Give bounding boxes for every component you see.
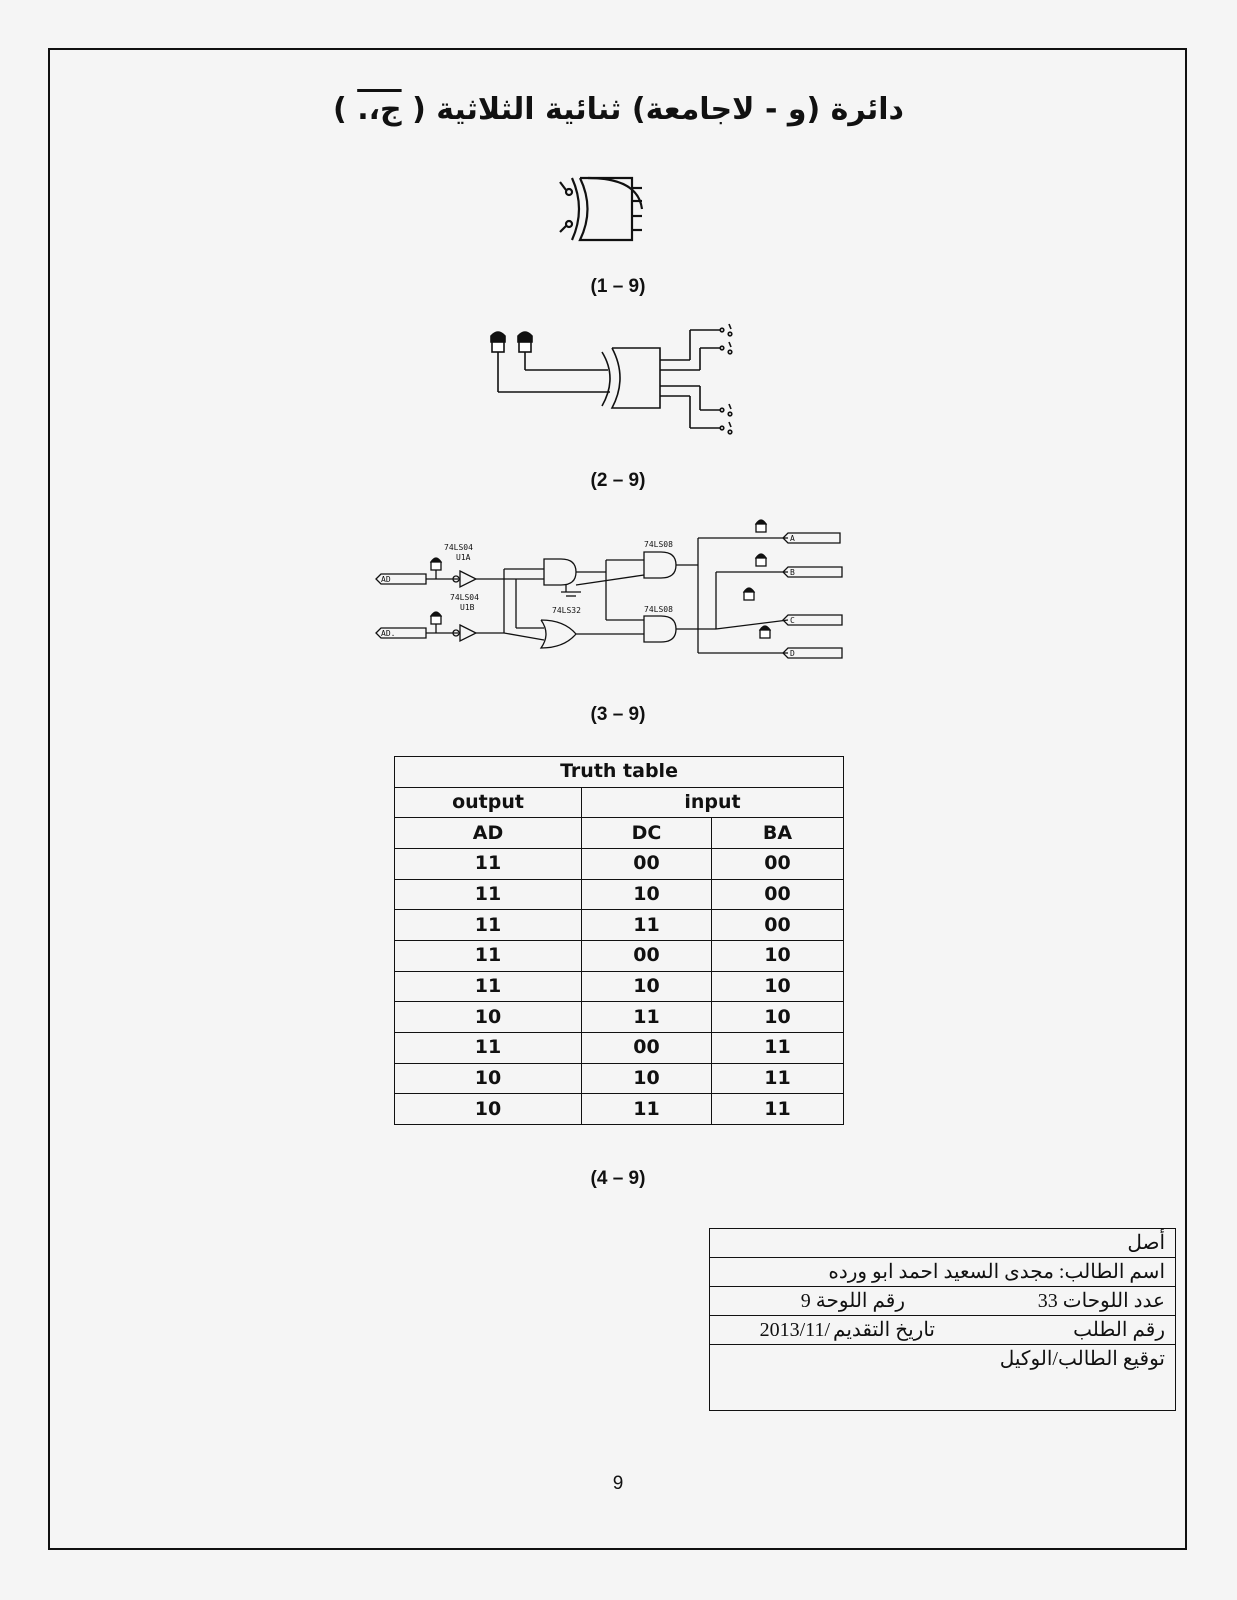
group-input-header: input [582, 787, 844, 818]
input-ad-label: AD [381, 575, 391, 584]
inv2-ref-label: U1B [460, 603, 475, 612]
input-ad-dot-label: AD. [381, 629, 396, 638]
student-name-row: اسم الطالب: مجدى السعيد احمد ابو ورده [710, 1258, 1175, 1287]
column-header: BA [712, 818, 844, 849]
group-output-header: output [395, 787, 582, 818]
table-row: 10 11 11 [395, 1094, 844, 1125]
figure-4-caption: (4 – 9) [590, 1168, 646, 1189]
figure-3-caption: (3 – 9) [590, 704, 646, 725]
truth-table-title: Truth table [395, 757, 844, 788]
inv1-ref-label: U1A [456, 553, 471, 562]
table-row: 11 11 00 [395, 910, 844, 941]
table-row: 11 00 11 [395, 1032, 844, 1063]
table-row: 11 10 10 [395, 971, 844, 1002]
table-row: 11 00 00 [395, 848, 844, 879]
figure-2-circuit [490, 330, 750, 440]
inv1-part-label: 74LS04 [444, 543, 473, 552]
page-title: دائرة (و - لاجامعة) ثنائية الثلاثية ( ج،. ) [333, 92, 904, 127]
table-row: 11 10 00 [395, 879, 844, 910]
and1-part-label: 74LS08 [644, 540, 673, 549]
title-symbol: ج،. [357, 92, 402, 127]
inv2-part-label: 74LS04 [450, 593, 479, 602]
and2-part-label: 74LS08 [644, 605, 673, 614]
table-row: 11 00 10 [395, 940, 844, 971]
output-c-label: C [790, 616, 795, 625]
output-a-label: A [790, 534, 795, 543]
figure-2-caption: (2 – 9) [590, 470, 646, 491]
request-row: رقم الطلب تاريخ التقديم 2013/11/ [710, 1316, 1175, 1345]
column-header: DC [582, 818, 712, 849]
column-header: AD [395, 818, 582, 849]
counts-row: عدد اللوحات 33 رقم اللوحة 9 [710, 1287, 1175, 1316]
figure-3-schematic [376, 520, 866, 680]
figure-1-caption: (1 – 9) [590, 276, 646, 297]
origin-row: أصل [710, 1229, 1175, 1258]
table-row: 10 10 11 [395, 1063, 844, 1094]
output-d-label: D [790, 649, 795, 658]
table-row: 10 11 10 [395, 1002, 844, 1033]
output-b-label: B [790, 568, 795, 577]
page-number: 9 [612, 1473, 624, 1494]
signature-row: توقيع الطالب/الوكيل [999, 1348, 1165, 1370]
title-block [709, 1228, 1176, 1411]
or-part-label: 74LS32 [552, 606, 581, 615]
figure-1-gate [560, 170, 680, 250]
truth-table [394, 756, 844, 1125]
